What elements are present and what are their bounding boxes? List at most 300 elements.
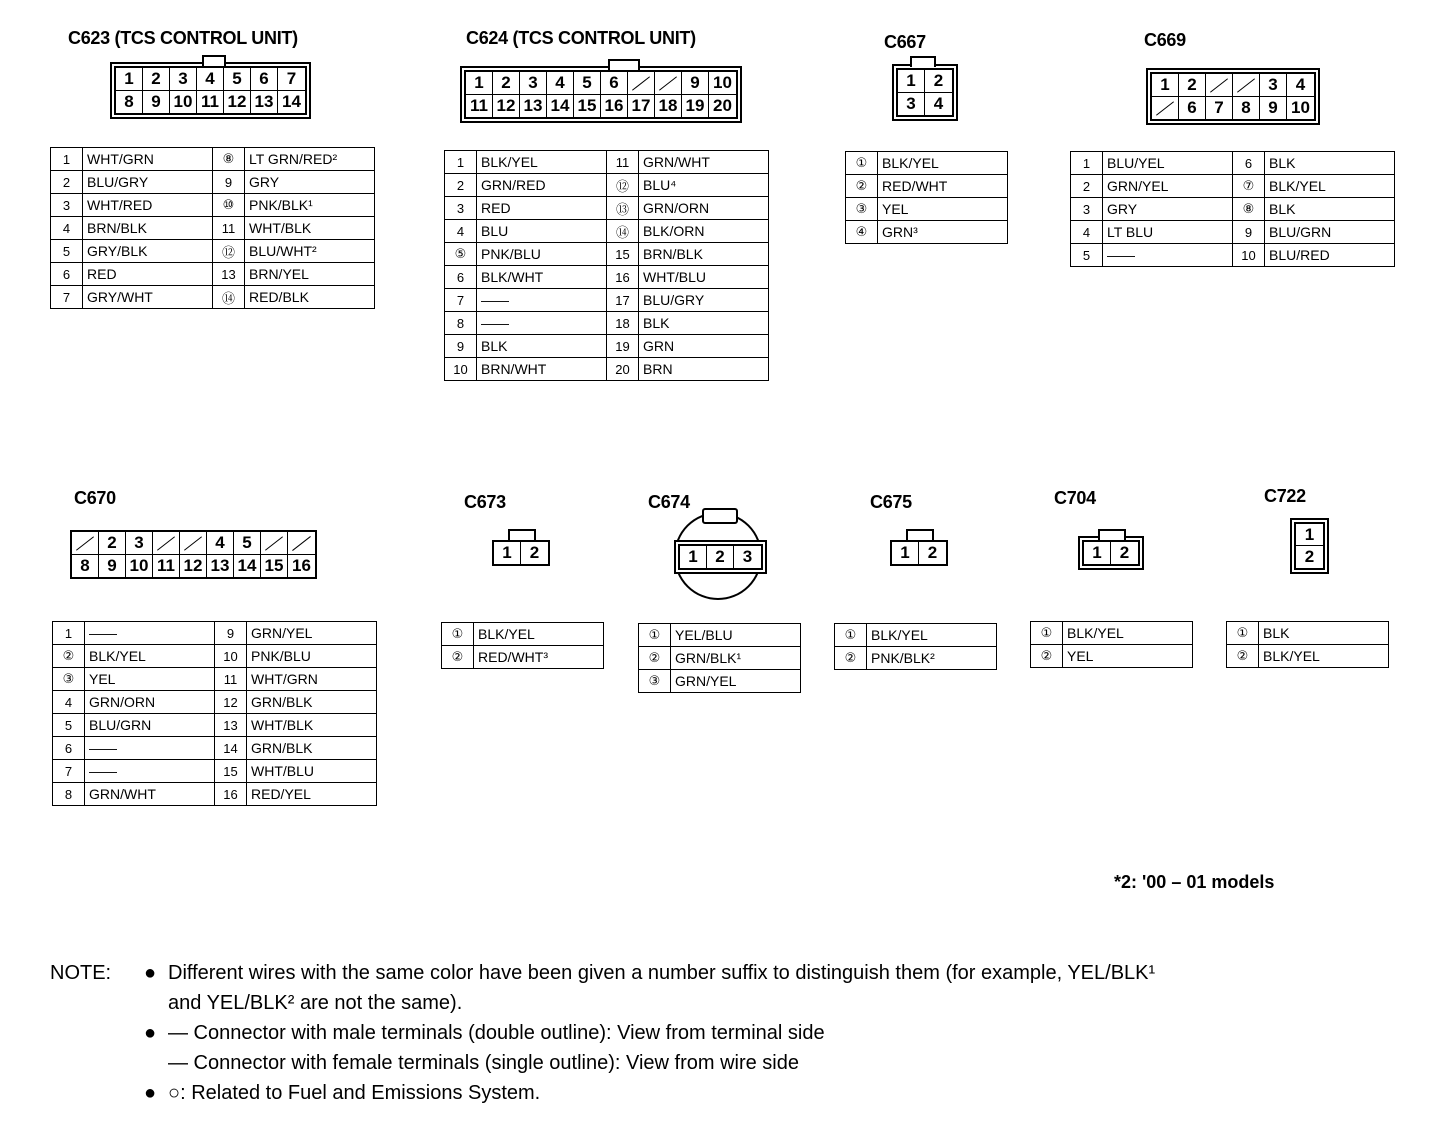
wire-color: BLK: [477, 335, 607, 358]
c704-title: C704: [1054, 488, 1096, 508]
pin-number: 10: [445, 358, 477, 381]
pin-number: 9: [215, 622, 247, 645]
pin-number: 11: [607, 151, 639, 174]
c670-title: C670: [74, 488, 116, 508]
wire-color: YEL/BLU: [671, 624, 801, 647]
pin-number: ②: [639, 647, 671, 670]
terminal-cell: 9: [143, 91, 170, 113]
c704-pin-table: [1030, 621, 1193, 668]
c669-top-row: [1152, 74, 1314, 97]
terminal-cell: 7: [286, 69, 297, 88]
terminal-cell: 3: [742, 547, 753, 566]
wire-color: BLU/GRN: [1265, 221, 1395, 244]
terminal-cell: 2: [927, 543, 938, 562]
terminal-cell: [72, 532, 99, 554]
wire-color: WHT/BLK: [245, 217, 375, 240]
terminal-cell: 2: [529, 543, 540, 562]
terminal-cell: 2: [99, 532, 126, 554]
c674-title: C674: [648, 492, 690, 512]
wire-color: RED/BLK: [245, 286, 375, 309]
wire-color: PNK/BLK²: [867, 647, 997, 670]
terminal-cell: [1152, 97, 1179, 119]
wire-color: ——: [85, 760, 215, 783]
c624-title: C624 (TCS CONTROL UNIT): [466, 28, 696, 48]
terminal-cell: 10: [1291, 98, 1310, 117]
wire-color: BLU: [477, 220, 607, 243]
pin-number: ①: [442, 623, 474, 646]
wire-color: BRN: [639, 358, 769, 381]
wire-color: GRY/WHT: [83, 286, 213, 309]
pin-row: [1071, 198, 1395, 221]
terminal-cell: 11: [197, 91, 224, 113]
terminal-cell: 9: [99, 555, 126, 577]
c670-pin-table: [52, 621, 377, 806]
pin-number: 17: [607, 289, 639, 312]
c673-cells: [492, 540, 550, 566]
wire-color: BLK/YEL: [474, 623, 604, 646]
c667-pin-table: [845, 151, 1008, 244]
pin-number: 8: [445, 312, 477, 335]
pin-row: [51, 286, 375, 309]
pin-number: 1: [445, 151, 477, 174]
terminal-cell: 5: [574, 72, 601, 94]
pin-row: [835, 624, 997, 647]
terminal-cell: 1: [680, 546, 707, 568]
pin-row: [51, 171, 375, 194]
pin-number: 4: [53, 691, 85, 714]
pin-row: [445, 243, 769, 266]
terminal-cell: [288, 532, 315, 554]
pin-row: [846, 198, 1008, 221]
c674-cells: [678, 544, 763, 570]
terminal-cell: 3: [126, 532, 153, 554]
terminal-cell: 10: [126, 555, 153, 577]
wire-color: BLU/GRY: [83, 171, 213, 194]
wire-color: GRN/ORN: [639, 197, 769, 220]
pin-number: 5: [51, 240, 83, 263]
pin-number: 7: [445, 289, 477, 312]
note-label: NOTE:: [50, 962, 112, 984]
c623-bottom-row: [116, 91, 305, 113]
wire-color: YEL: [878, 198, 1008, 221]
terminal-cell: 15: [261, 555, 288, 577]
terminal-cell: 2: [493, 72, 520, 94]
pin-number: 3: [1071, 198, 1103, 221]
terminal-cell: 5: [224, 68, 251, 90]
terminal-cell: 16: [601, 95, 628, 117]
pin-number: 7: [53, 760, 85, 783]
pin-number: ⑧: [1233, 198, 1265, 221]
pin-number: 1: [1071, 152, 1103, 175]
pin-number: 9: [213, 171, 245, 194]
wire-color: BLU/RED: [1265, 244, 1395, 267]
pin-number: ①: [1031, 622, 1063, 645]
wire-color: GRY: [1103, 198, 1233, 221]
pin-row: [53, 691, 377, 714]
pin-row: [445, 151, 769, 174]
terminal-cell: 12: [180, 555, 207, 577]
pin-number: 20: [607, 358, 639, 381]
terminal-cell: 6: [601, 72, 628, 94]
note-line-1: Different wires with the same color have been given a number suffix to distinguish them (for example, YEL/BLK¹: [168, 962, 1156, 984]
pin-number: ⑫: [213, 240, 245, 263]
wire-color: GRN/YEL: [671, 670, 801, 693]
pin-row: [1227, 622, 1389, 645]
terminal-cell: [180, 532, 207, 554]
pin-row: [1071, 221, 1395, 244]
pin-number: 7: [51, 286, 83, 309]
wire-color: BRN/YEL: [245, 263, 375, 286]
wire-color: GRN/RED: [477, 174, 607, 197]
pin-number: ⑤: [445, 243, 477, 266]
c673-pin-table: [441, 622, 604, 669]
terminal-cell: 7: [1206, 97, 1233, 119]
terminal-cell: 6: [1179, 97, 1206, 119]
pin-number: 14: [215, 737, 247, 760]
wire-color: RED/WHT: [878, 175, 1008, 198]
pin-row: [846, 175, 1008, 198]
wire-color: ——: [477, 312, 607, 335]
bullet-icon: ●: [143, 1022, 157, 1044]
terminal-cell: 10: [170, 91, 197, 113]
c623-title: C623 (TCS CONTROL UNIT): [68, 28, 298, 48]
terminal-cell: 2: [707, 546, 734, 568]
terminal-cell: [153, 532, 180, 554]
c674-connector: [674, 512, 762, 600]
wire-color: BLK: [639, 312, 769, 335]
wire-color: BLU/WHT²: [245, 240, 375, 263]
pin-number: 11: [213, 217, 245, 240]
pin-number: 6: [53, 737, 85, 760]
pin-number: 2: [1071, 175, 1103, 198]
pin-row: [442, 623, 604, 646]
wire-color: GRN/BLK: [247, 691, 377, 714]
c667-top-row: [898, 70, 952, 93]
pin-number: 9: [445, 335, 477, 358]
wire-color: BLU/GRN: [85, 714, 215, 737]
c722-pin-table: [1226, 621, 1389, 668]
pin-number: ②: [846, 175, 878, 198]
terminal-cell: 13: [251, 91, 278, 113]
pin-number: 1: [53, 622, 85, 645]
terminal-cell: [1206, 74, 1233, 96]
pin-number: ②: [1031, 645, 1063, 668]
terminal-cell: 14: [234, 555, 261, 577]
pin-row: [445, 266, 769, 289]
wire-color: PNK/BLK¹: [245, 194, 375, 217]
pin-number: ②: [835, 647, 867, 670]
pin-row: [1031, 622, 1193, 645]
terminal-cell: 2: [933, 71, 944, 90]
pin-number: 16: [607, 266, 639, 289]
wire-color: BLK/ORN: [639, 220, 769, 243]
terminal-cell: [1233, 74, 1260, 96]
wire-color: ——: [85, 622, 215, 645]
c722-cells: [1294, 522, 1325, 570]
wire-color: BRN/BLK: [83, 217, 213, 240]
pin-number: 18: [607, 312, 639, 335]
c675-connector: [890, 540, 948, 566]
pin-row: [53, 622, 377, 645]
c624-bottom-row: [466, 95, 736, 117]
pin-row: [639, 624, 801, 647]
wire-color: BLK/YEL: [1063, 622, 1193, 645]
pin-number: ②: [1227, 645, 1259, 668]
pin-row: [639, 647, 801, 670]
terminal-cell: 18: [655, 95, 682, 117]
wire-color: PNK/BLU: [247, 645, 377, 668]
c674-pin-table: [638, 623, 801, 693]
wire-color: GRN/BLK¹: [671, 647, 801, 670]
wire-color: WHT/GRN: [247, 668, 377, 691]
c623-connector: [114, 66, 307, 115]
pin-row: [53, 645, 377, 668]
bullet-icon: ●: [143, 1082, 157, 1104]
pin-row: [53, 668, 377, 691]
wire-color: BLK/YEL: [867, 624, 997, 647]
pin-number: 1: [51, 148, 83, 171]
pin-number: ②: [442, 646, 474, 669]
wire-color: GRN/BLK: [247, 737, 377, 760]
wire-color: BLK/YEL: [477, 151, 607, 174]
c623-top-row: [116, 68, 305, 91]
pin-row: [835, 647, 997, 670]
pin-number: 13: [213, 263, 245, 286]
pin-number: 15: [215, 760, 247, 783]
pin-number: ⑩: [213, 194, 245, 217]
c704-cells: [1082, 540, 1140, 566]
wire-color: RED: [477, 197, 607, 220]
terminal-cell: 13: [207, 555, 234, 577]
wire-color: BLK/YEL: [85, 645, 215, 668]
pin-number: ⑭: [213, 286, 245, 309]
terminal-cell: 10: [713, 73, 732, 92]
pin-row: [1071, 175, 1395, 198]
terminal-cell: 3: [1260, 74, 1287, 96]
wire-color: ——: [85, 737, 215, 760]
terminal-cell: 1: [466, 72, 493, 94]
c670-connector: [70, 530, 317, 579]
pin-row: [51, 194, 375, 217]
pin-number: 6: [1233, 152, 1265, 175]
terminal-cell: 4: [207, 532, 234, 554]
wire-color: RED: [83, 263, 213, 286]
pin-number: 4: [445, 220, 477, 243]
footnote: *2: '00 – 01 models: [1114, 872, 1275, 892]
wire-color: WHT/BLU: [247, 760, 377, 783]
wire-color: BLK/YEL: [878, 152, 1008, 175]
pin-number: ①: [1227, 622, 1259, 645]
wire-color: WHT/GRN: [83, 148, 213, 171]
terminal-cell: [261, 532, 288, 554]
pin-row: [846, 152, 1008, 175]
wire-color: BLK: [1259, 622, 1389, 645]
pin-row: [445, 358, 769, 381]
pin-row: [1031, 645, 1193, 668]
terminal-cell: 1: [494, 542, 521, 564]
bullet-icon: ●: [143, 962, 157, 984]
pin-number: ①: [835, 624, 867, 647]
pin-number: 3: [445, 197, 477, 220]
pin-row: [51, 240, 375, 263]
c624-pin-table: [444, 150, 769, 381]
c704-connector: [1082, 540, 1140, 566]
pin-row: [53, 783, 377, 806]
wire-color: GRN: [639, 335, 769, 358]
pin-row: [442, 646, 604, 669]
pin-row: [639, 670, 801, 693]
c670-top-row: [72, 532, 315, 555]
pin-number: 12: [215, 691, 247, 714]
note-line-2: and YEL/BLK² are not the same).: [168, 992, 463, 1014]
pin-row: [51, 263, 375, 286]
pin-number: ③: [53, 668, 85, 691]
terminal-cell: 14: [282, 92, 301, 111]
terminal-cell: [655, 72, 682, 94]
pin-number: ①: [639, 624, 671, 647]
wire-color: LT BLU: [1103, 221, 1233, 244]
pin-number: 6: [445, 266, 477, 289]
terminal-cell: 1: [116, 68, 143, 90]
wire-color: GRN/ORN: [85, 691, 215, 714]
pin-number: 6: [51, 263, 83, 286]
pin-number: 16: [215, 783, 247, 806]
terminal-cell: 4: [1295, 75, 1306, 94]
pin-row: [51, 148, 375, 171]
c624-top-row: [466, 72, 736, 95]
terminal-cell: 12: [493, 95, 520, 117]
terminal-cell: 17: [628, 95, 655, 117]
pin-number: 2: [51, 171, 83, 194]
pin-row: [1071, 152, 1395, 175]
wire-color: BLK: [1265, 152, 1395, 175]
terminal-cell: 14: [547, 95, 574, 117]
pin-row: [53, 737, 377, 760]
pin-number: 2: [445, 174, 477, 197]
terminal-cell: 12: [224, 91, 251, 113]
c675-pin-table: [834, 623, 997, 670]
pin-number: 4: [51, 217, 83, 240]
wire-color: GRN³: [878, 221, 1008, 244]
pin-row: [1227, 645, 1389, 668]
wire-color: BRN/BLK: [639, 243, 769, 266]
pin-number: 13: [215, 714, 247, 737]
c669-connector: [1150, 72, 1316, 121]
terminal-cell: 3: [520, 72, 547, 94]
wire-color: BLK: [1265, 198, 1395, 221]
pin-number: ①: [846, 152, 878, 175]
wire-color: GRY: [245, 171, 375, 194]
pin-row: [445, 174, 769, 197]
pin-number: 3: [51, 194, 83, 217]
terminal-cell: 3: [170, 68, 197, 90]
terminal-cell: 2: [1304, 547, 1315, 566]
c722-title: C722: [1264, 486, 1306, 506]
wire-color: BLK/YEL: [1265, 175, 1395, 198]
wire-color: GRY/BLK: [83, 240, 213, 263]
wire-color: BLK/YEL: [1259, 645, 1389, 668]
terminal-cell: 1: [892, 542, 919, 564]
terminal-cell: 13: [520, 95, 547, 117]
terminal-cell: 4: [933, 94, 944, 113]
pin-number: 5: [53, 714, 85, 737]
terminal-cell: 11: [466, 95, 493, 117]
wire-color: GRN/WHT: [639, 151, 769, 174]
wire-color: PNK/BLU: [477, 243, 607, 266]
wire-color: BLU⁴: [639, 174, 769, 197]
wire-color: WHT/RED: [83, 194, 213, 217]
pin-number: 5: [1071, 244, 1103, 267]
terminal-cell: 8: [1233, 97, 1260, 119]
pin-number: ⑧: [213, 148, 245, 171]
terminal-cell: 5: [234, 532, 261, 554]
pin-number: 4: [1071, 221, 1103, 244]
wire-color: GRN/YEL: [1103, 175, 1233, 198]
terminal-cell: 2: [1119, 543, 1130, 562]
pin-number: ⑦: [1233, 175, 1265, 198]
pin-number: 8: [53, 783, 85, 806]
wire-color: ——: [1103, 244, 1233, 267]
pin-number: 9: [1233, 221, 1265, 244]
wire-color: WHT/BLK: [247, 714, 377, 737]
pin-number: ②: [53, 645, 85, 668]
wire-color: WHT/BLU: [639, 266, 769, 289]
pin-row: [445, 220, 769, 243]
wire-color: YEL: [1063, 645, 1193, 668]
wire-color: LT GRN/RED²: [245, 148, 375, 171]
wire-color: BLU/YEL: [1103, 152, 1233, 175]
terminal-cell: 8: [116, 91, 143, 113]
terminal-cell: 16: [292, 556, 311, 575]
c673-connector: [492, 540, 550, 566]
pin-number: 11: [215, 668, 247, 691]
c624-connector: [464, 70, 738, 119]
pin-row: [51, 217, 375, 240]
pin-number: ⑭: [607, 220, 639, 243]
pin-row: [445, 197, 769, 220]
c667-title: C667: [884, 32, 926, 52]
wire-color: ——: [477, 289, 607, 312]
c667-bottom-row: [898, 93, 952, 115]
terminal-cell: 11: [153, 555, 180, 577]
pin-number: 15: [607, 243, 639, 266]
wire-color: GRN/WHT: [85, 783, 215, 806]
wire-color: RED/WHT³: [474, 646, 604, 669]
c675-cells: [890, 540, 948, 566]
terminal-cell: 9: [682, 72, 709, 94]
c670-bottom-row: [72, 555, 315, 577]
pin-number: 10: [1233, 244, 1265, 267]
terminal-cell: 2: [1179, 74, 1206, 96]
wire-color: BLK/WHT: [477, 266, 607, 289]
pin-number: 10: [215, 645, 247, 668]
terminal-cell: 6: [251, 68, 278, 90]
pin-number: ⑬: [607, 197, 639, 220]
wire-color: BLU/GRY: [639, 289, 769, 312]
terminal-cell: 4: [197, 68, 224, 90]
c669-title: C669: [1144, 30, 1186, 50]
wire-color: RED/YEL: [247, 783, 377, 806]
pin-row: [445, 312, 769, 335]
terminal-cell: 3: [898, 93, 925, 115]
c722-connector: [1294, 522, 1325, 570]
terminal-cell: 19: [682, 95, 709, 117]
c669-bottom-row: [1152, 97, 1314, 119]
note-line-5: ○: Related to Fuel and Emissions System.: [168, 1082, 541, 1104]
terminal-cell: 20: [713, 96, 732, 115]
terminal-cell: 1: [1084, 542, 1111, 564]
note-line-4: — Connector with female terminals (single outline): View from wire side: [168, 1052, 799, 1074]
